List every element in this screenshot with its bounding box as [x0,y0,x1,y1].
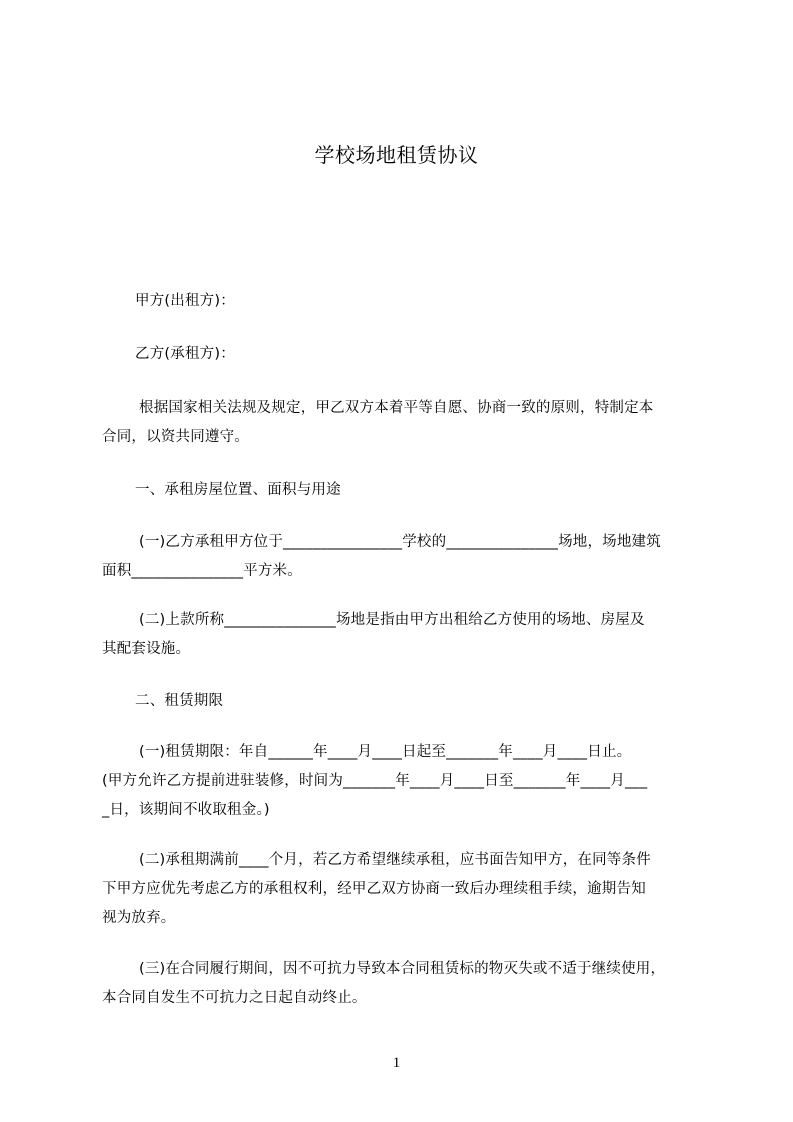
section-heading-location: 一、承租房屋位置、面积与用途 [135,482,341,498]
section-heading-term: 二、租赁期限 [135,693,224,709]
clause-2-1: (一)租赁期限：年自______年____月____日起至_______年____月____日止。 (甲方允许乙方提前进驻装修，时间为_______年____月____日至_______年____月___ _日，该期间不收取租金。) [102,744,648,818]
party-b-line: 乙方(承租方)： [135,346,235,362]
clause-1-2: (二)上款所称_______________场地是指由甲方出租给乙方使用的场地、房屋及 其配套设施。 [102,612,645,657]
page-number: 1 [392,1055,401,1071]
document-title: 学校场地租赁协议 [314,143,479,167]
clause-2-3: (三)在合同履行期间，因不可抗力导致本合同租赁标的物灭失或不适于继续使用， 本合同自发生不可抗力之日起自动终止。 [102,961,666,1006]
clause-2-2: (二)承租期满前____个月，若乙方希望继续承租，应书面告知甲方，在同等条件 下甲方应优先考虑乙方的承租权利，经甲乙双方协商一致后办理续租手续，逾期告知 视为放弃。 [102,852,651,926]
party-a-line: 甲方(出租方)： [135,293,235,309]
clause-1-1: (一)乙方承租甲方位于________________学校的_______________场地，场地建筑 面积_______________平方米。 [102,534,661,579]
preamble-paragraph: 根据国家相关法规及规定，甲乙双方本着平等自愿、协商一致的原则，特制定本 合同，以资共同遵守。 [102,400,654,445]
